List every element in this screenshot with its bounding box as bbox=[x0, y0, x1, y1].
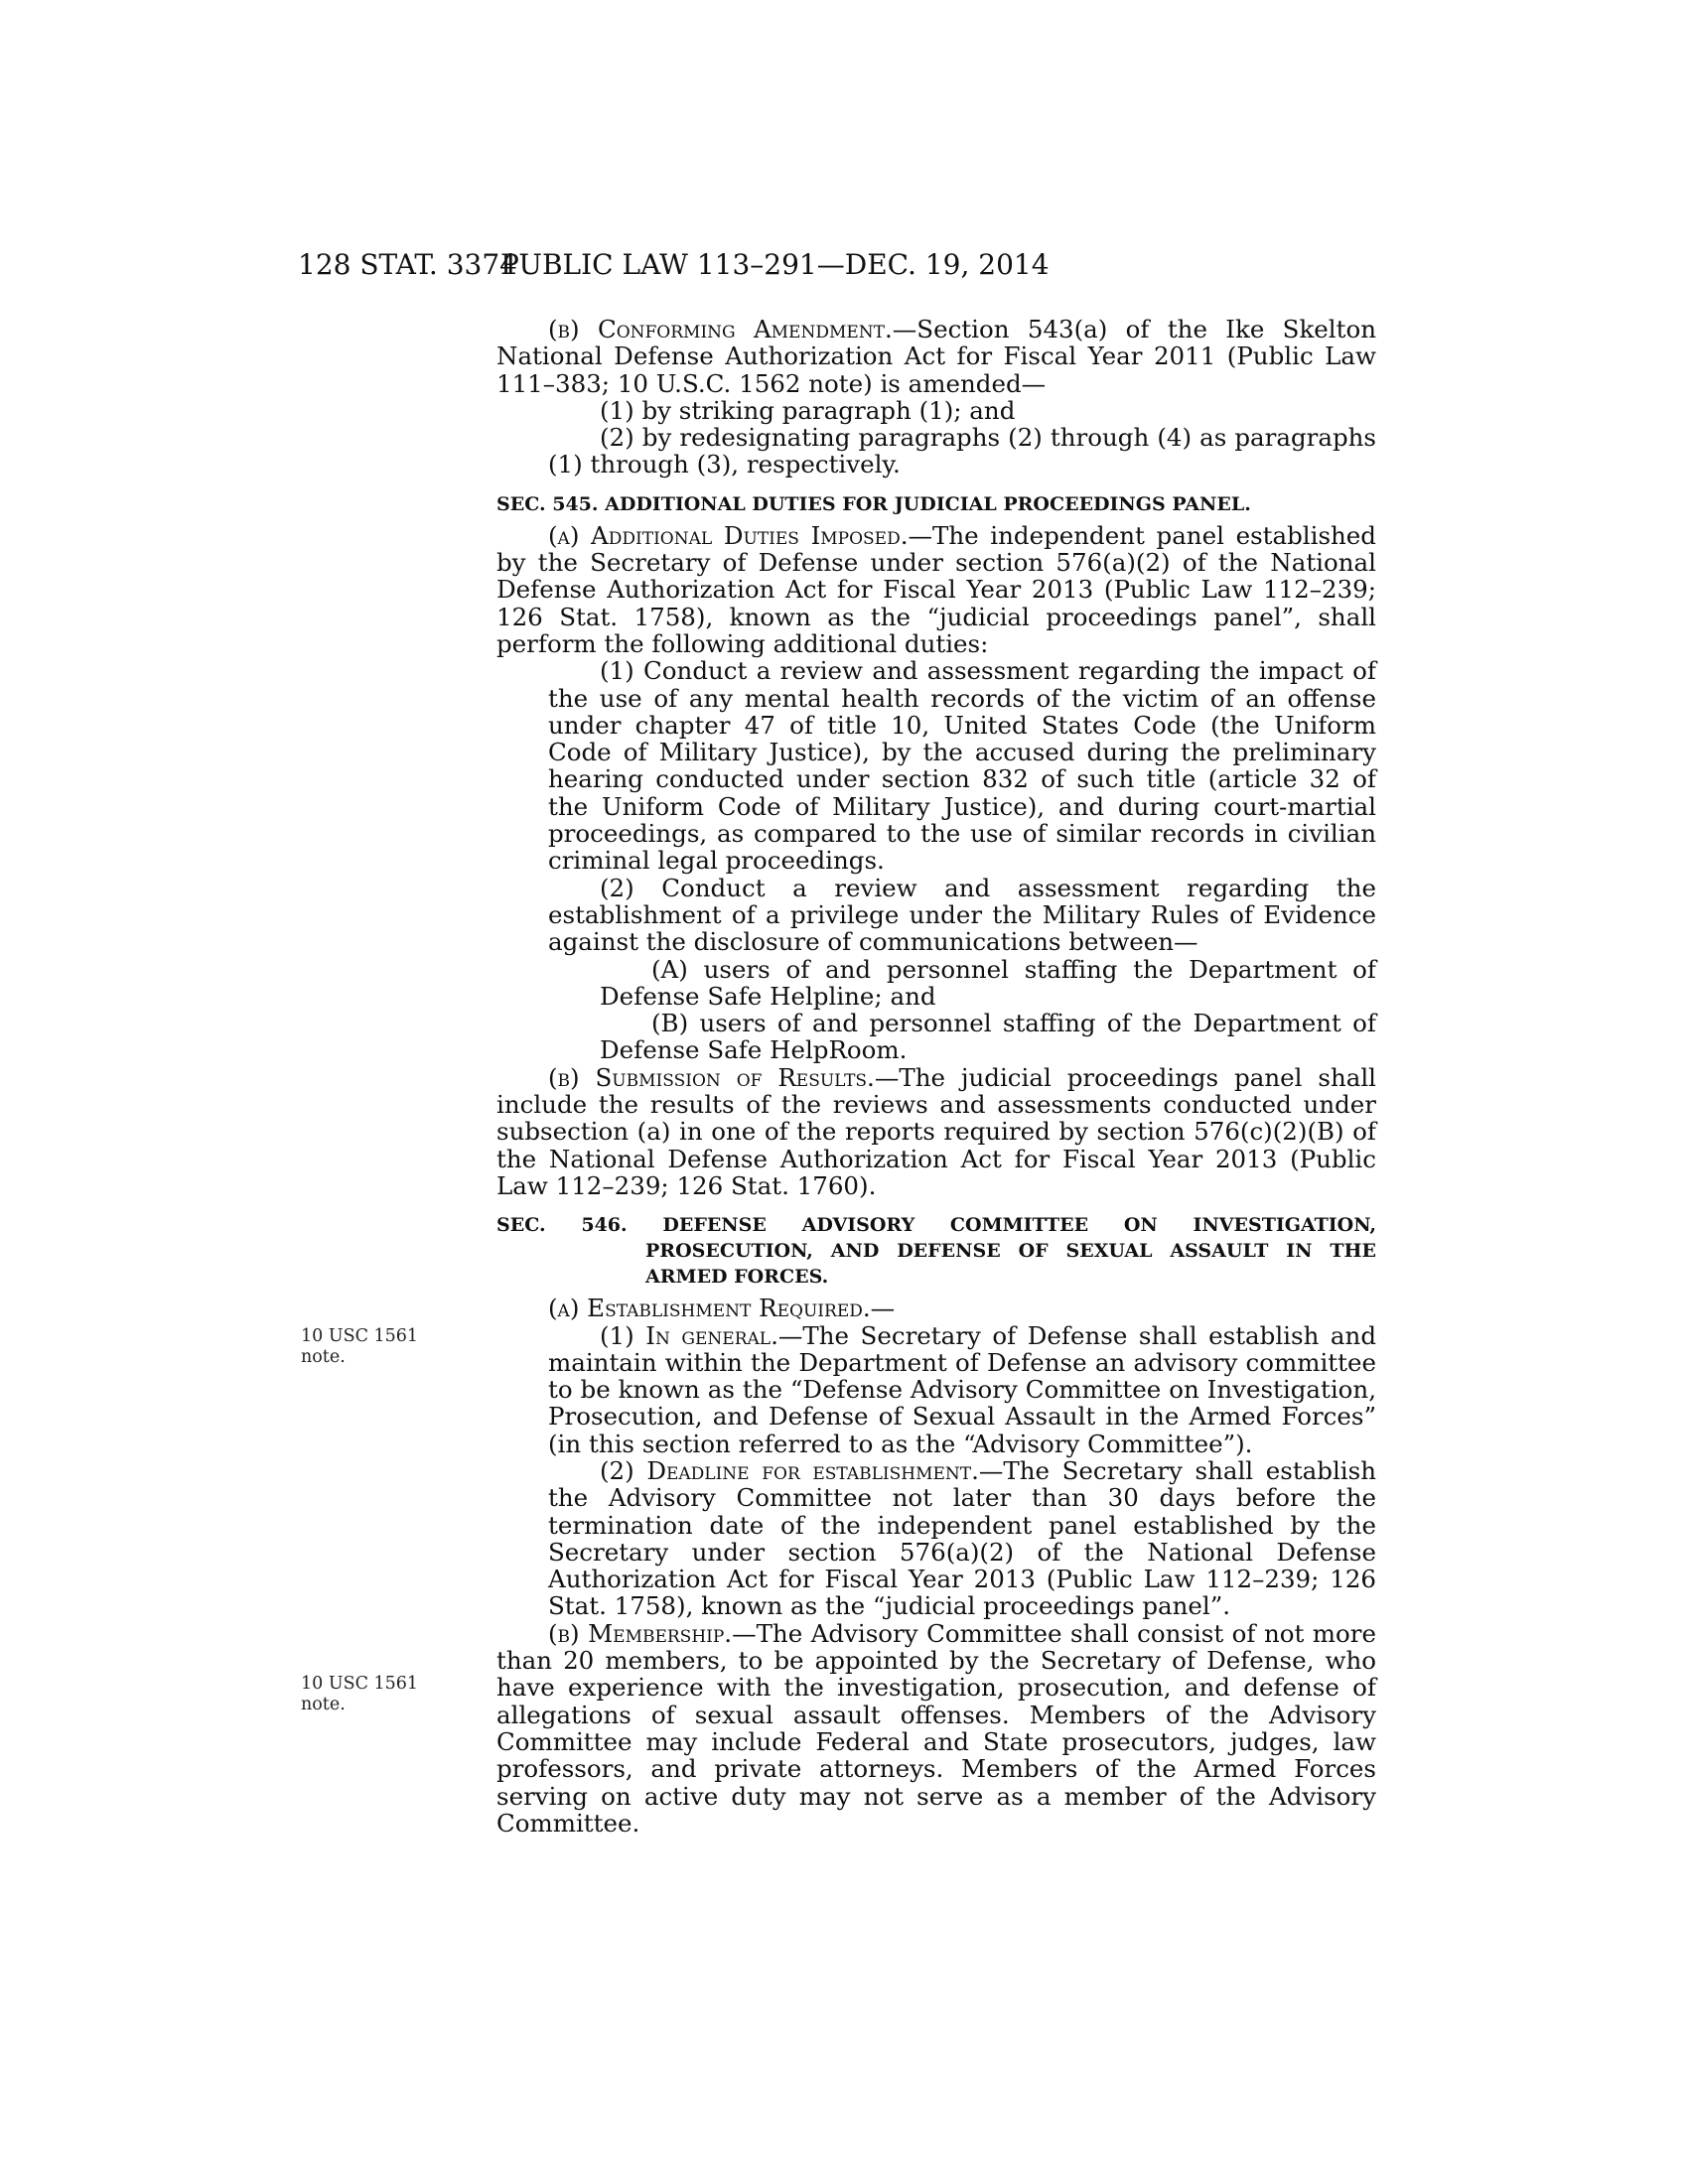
paragraph-text: —The independent panel established by the Secretary of Defense under section 576(a)(2) of the National Defense Authorization Act for Fiscal Year 2013 (Public Law 112–239; 126 Stat. 1758), known as the “judicial proceedings panel”, shall perform the following additional duties: bbox=[496, 520, 1376, 658]
paragraph-conforming-amendment bbox=[496, 316, 1376, 397]
list-item: (1) by striking paragraph (1); and bbox=[600, 395, 1016, 425]
sub-list-item: (B) users of and personnel staffing of the Department of Defense Safe HelpRoom. bbox=[600, 1009, 1376, 1065]
list-item-text: —The Secretary of Defense shall establish and maintain within the Department of Defense an advisory committee to be known as the “Defense Advisory Committee on Investigation, Prosecution, and Defense of Sexual Assault in the Armed Forces” (in this section referred to as the “Advisory Committee”). bbox=[548, 1320, 1377, 1458]
sub-list-item: (A) users of and personnel staffing the Department of Defense Safe Helpline; and bbox=[600, 954, 1376, 1011]
statute-body bbox=[496, 316, 1376, 1837]
paragraph-additional-duties bbox=[496, 522, 1376, 657]
paragraph-text: —Section 543(a) of the Ike Skelton National Defense Authorization Act for Fiscal Year 2011 (Public Law 111–383; 10 U.S.C. 1562 note) is amended— bbox=[496, 315, 1376, 398]
margin-note-suffix: note. bbox=[301, 1695, 346, 1714]
paragraph-heading: (a) Additional Duties Imposed. bbox=[548, 520, 909, 550]
stat-reference: 128 STAT. 3374 bbox=[298, 248, 517, 281]
paragraph-heading: (b) Conforming Amendment. bbox=[548, 315, 893, 343]
paragraph-establishment-required bbox=[496, 1295, 1376, 1321]
list-item bbox=[496, 1457, 1376, 1620]
margin-note-suffix: note. bbox=[301, 1347, 346, 1367]
margin-note-citation: 10 USC 1561 bbox=[301, 1674, 419, 1694]
section-545-heading: SEC. 545. ADDITIONAL DUTIES FOR JUDICIAL PROCEEDINGS PANEL. bbox=[496, 492, 1251, 515]
margin-note-2 bbox=[301, 1674, 440, 1715]
list-item: (2) Conduct a review and assessment regarding the establishment of a privilege under the Military Rules of Evidence against the disclosure of communications between— bbox=[548, 873, 1376, 957]
margin-note-citation: 10 USC 1561 bbox=[301, 1326, 419, 1346]
paragraph-text: —The judicial proceedings panel shall include the results of the reviews and assessments conducted under subsection (a) in one of the reports required by section 576(c)(2)(B) of the National Defense Authorization Act for Fiscal Year 2013 (Public Law 112–239; 126 Stat. 1760). bbox=[496, 1062, 1376, 1200]
list-item bbox=[496, 1322, 1376, 1457]
paragraph-submission-of-results bbox=[496, 1064, 1376, 1199]
paragraph-text: — bbox=[870, 1294, 896, 1323]
list-item-heading: (1) In general. bbox=[600, 1320, 778, 1350]
paragraph-membership bbox=[496, 1620, 1376, 1837]
section-546-heading: SEC. 546. DEFENSE ADVISORY COMMITTEE ON INVESTIGATION, PROSECUTION, AND DEFENSE OF SEXUAL ASSAULT IN THE ARMED FORCES. bbox=[496, 1214, 1376, 1289]
list-item-heading: (2) Deadline for establishment. bbox=[600, 1455, 979, 1485]
paragraph-heading: (a) Establishment Required. bbox=[548, 1294, 871, 1323]
law-title: PUBLIC LAW 113–291—DEC. 19, 2014 bbox=[500, 248, 1050, 281]
paragraph-heading: (b) Membership. bbox=[548, 1618, 733, 1648]
margin-note-1 bbox=[301, 1326, 440, 1368]
list-item-text: —The Secretary shall establish the Advisory Committee not later than 30 days before the termination date of the independent panel established by the Secretary under section 576(a)(2) of the National Defense Authorization Act for Fiscal Year 2013 (Public Law 112–239; 126 Stat. 1758), known as the “judicial proceedings panel”. bbox=[548, 1455, 1376, 1621]
list-item: (1) Conduct a review and assessment regarding the impact of the use of any mental health records of the victim of an offense under chapter 47 of title 10, United States Code (the Uniform Code of Military Justice), by the accused during the preliminary hearing conducted under section 832 of such title (article 32 of the Uniform Code of Military Justice), and during court-martial proceedings, as compared to the use of similar records in civilian criminal legal proceedings. bbox=[548, 656, 1376, 876]
paragraph-heading: (b) Submission of Results. bbox=[548, 1062, 875, 1092]
paragraph-text: —The Advisory Committee shall consist of not more than 20 members, to be appointed by the Secretary of Defense, who have experience with the investigation, prosecution, and defense of allegations of sexual assault offenses. Members of the Advisory Committee may include Federal and State prosecutors, judges, law professors, and private attorneys. Members of the Armed Forces serving on active duty may not serve as a member of the Advisory Committee. bbox=[496, 1618, 1376, 1838]
page-header bbox=[298, 248, 1390, 284]
list-item: (2) by redesignating paragraphs (2) through (4) as paragraphs (1) through (3), respectively. bbox=[548, 423, 1376, 479]
